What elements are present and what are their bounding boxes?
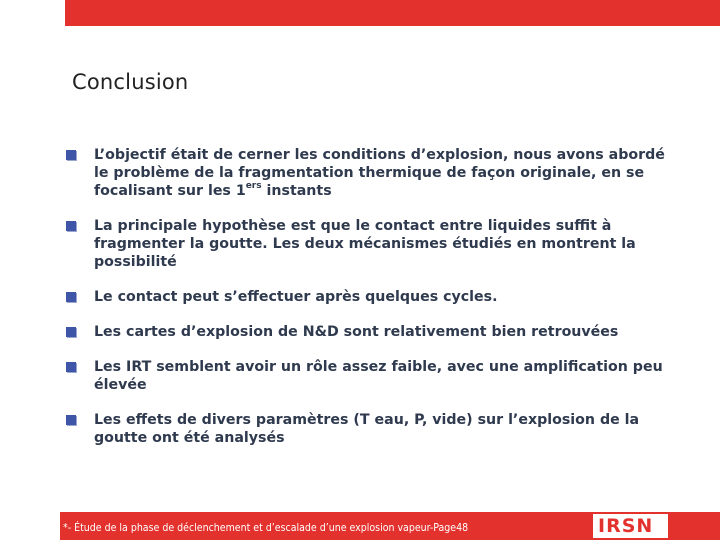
bullet-list xyxy=(66,146,666,447)
bullet-item xyxy=(66,323,666,341)
bullet-text: La principale hypothèse est que le contact entre liquides suffit à fragmenter la goutte. Les deux mécanismes étudiés en montrent la possibilité xyxy=(94,218,636,270)
square-bullet-icon xyxy=(66,327,76,337)
bullet-item xyxy=(66,358,666,394)
square-bullet-icon xyxy=(66,150,76,160)
square-bullet-icon xyxy=(66,221,76,231)
slide-title: Conclusion xyxy=(72,70,189,94)
irsn-logo: IRSN xyxy=(598,515,654,537)
bullet-item xyxy=(66,411,666,447)
top-accent-bar xyxy=(65,0,720,26)
footer-text: *- Étude de la phase de déclenchement et d’escalade d’une explosion vapeur-Page48 xyxy=(63,522,469,534)
bullet-item xyxy=(66,217,666,271)
bullet-text: Les cartes d’explosion de N&D sont relativement bien retrouvées xyxy=(94,324,619,340)
bullet-text: L’objectif était de cerner les conditions d’explosion, nous avons abordé le problème de la fragmentation thermique de façon originale, en se focalisant sur les 1 xyxy=(94,147,665,199)
square-bullet-icon xyxy=(66,292,76,302)
bullet-text: Les IRT semblent avoir un rôle assez faible, avec une amplification peu élevée xyxy=(94,359,663,393)
bullet-superscript: ers xyxy=(245,181,262,192)
square-bullet-icon xyxy=(66,415,76,425)
bullet-text: Le contact peut s’effectuer après quelques cycles. xyxy=(94,289,498,305)
bullet-item xyxy=(66,146,666,200)
bullet-text: Les effets de divers paramètres (T eau, P, vide) sur l’explosion de la goutte ont été analysés xyxy=(94,412,640,446)
square-bullet-icon xyxy=(66,362,76,372)
bullet-text-tail: instants xyxy=(261,183,332,199)
bullet-item xyxy=(66,288,666,306)
